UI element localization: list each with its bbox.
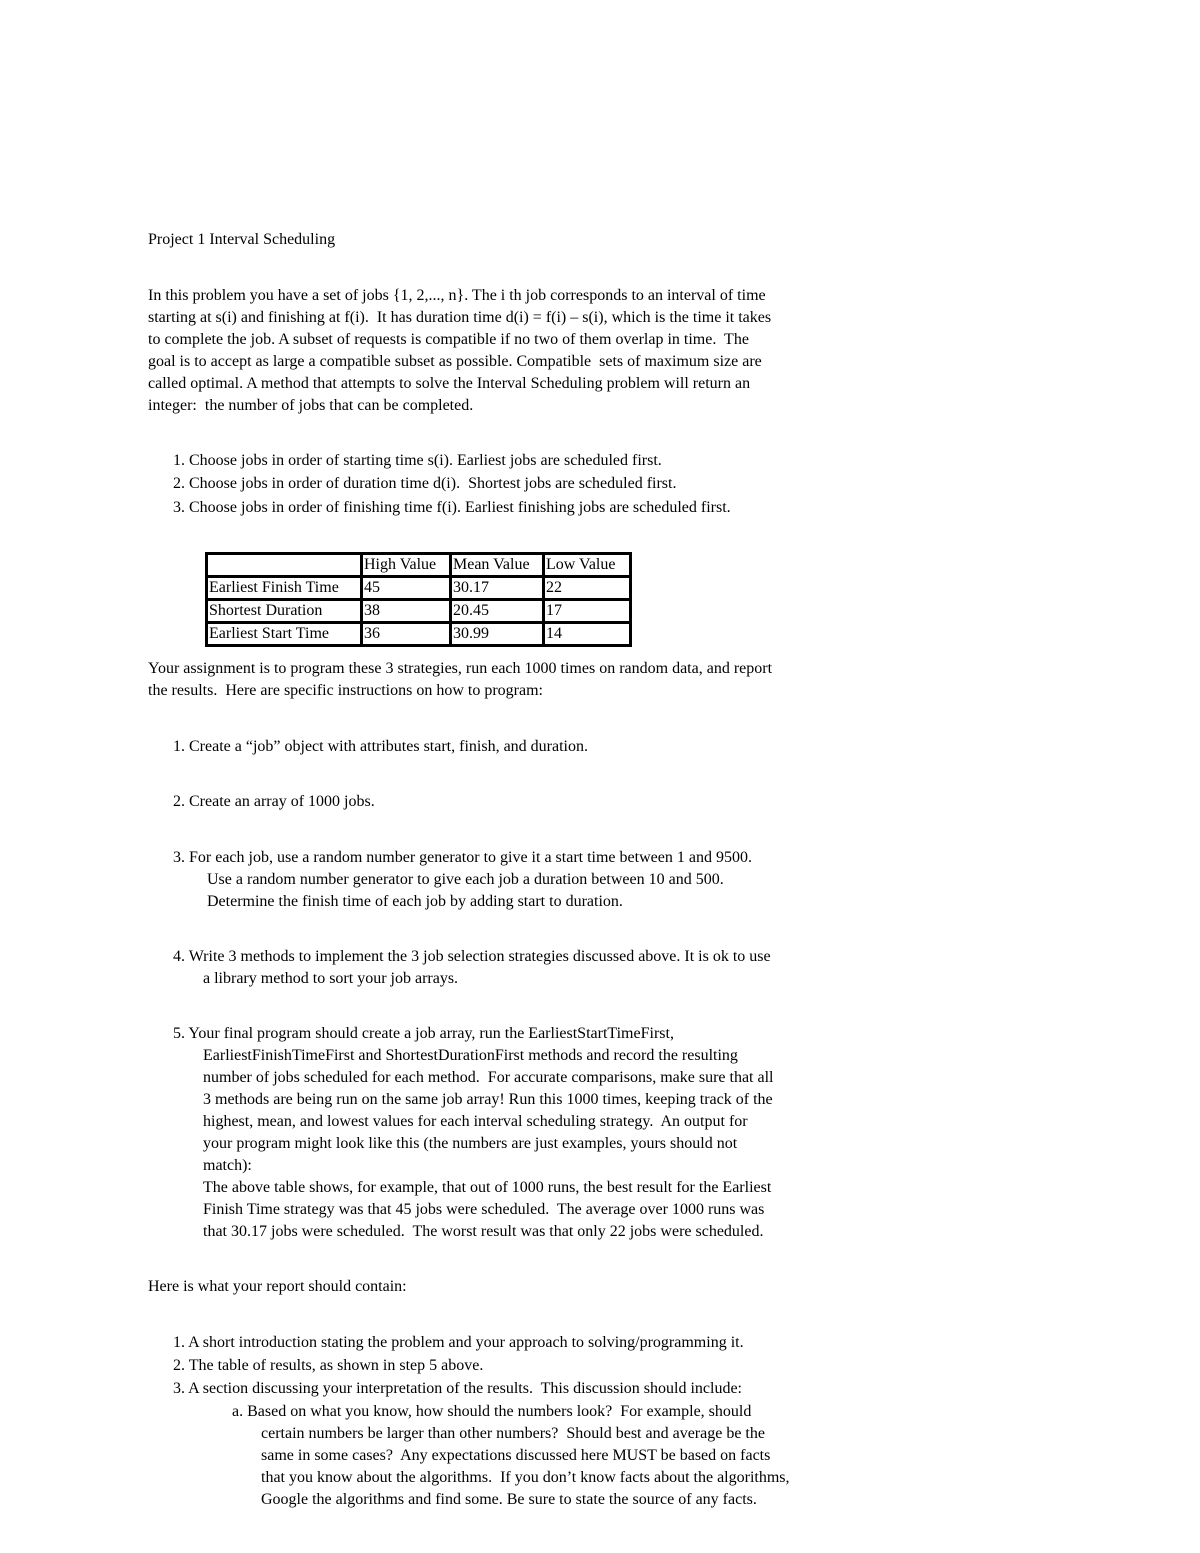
report-subitem-line: a. Based on what you know, how should the numbers look? For example, should <box>232 1403 752 1420</box>
step-5-line: 5. Your final program should create a job array, run the EarliestStartTimeFirst, <box>173 1025 674 1042</box>
table-row <box>207 600 631 623</box>
step-1: 1. Create a “job” object with attributes start, finish, and duration. <box>173 738 588 755</box>
table-cell: 14 <box>544 623 631 646</box>
intro-line: integer: the number of jobs that can be completed. <box>148 397 474 414</box>
step-4-line: 4. Write 3 methods to implement the 3 job selection strategies discussed above. It is ok to use <box>173 948 771 965</box>
table-cell: 38 <box>362 600 451 623</box>
table-header-cell: High Value <box>362 554 451 577</box>
step-5-line: your program might look like this (the numbers are just examples, yours should not <box>203 1135 738 1152</box>
step-5-line: that 30.17 jobs were scheduled. The worst result was that only 22 jobs were scheduled. <box>203 1223 764 1240</box>
table-cell: 45 <box>362 577 451 600</box>
intro-line: In this problem you have a set of jobs {1, 2,..., n}. The i th job corresponds to an interval of time <box>148 287 766 304</box>
step-3-line: Determine the finish time of each job by adding start to duration. <box>207 893 623 910</box>
step-5-line: highest, mean, and lowest values for each interval scheduling strategy. An output for <box>203 1113 748 1130</box>
table-cell: 36 <box>362 623 451 646</box>
table-header-cell <box>207 554 362 577</box>
table-cell: 30.17 <box>451 577 544 600</box>
report-item: 1. A short introduction stating the problem and your approach to solving/programming it. <box>173 1334 744 1351</box>
step-4-line: a library method to sort your job arrays. <box>203 970 459 987</box>
step-5-line: match): <box>203 1157 252 1174</box>
table-cell: 17 <box>544 600 631 623</box>
table-header-row <box>207 554 631 577</box>
report-heading: Here is what your report should contain: <box>148 1278 407 1295</box>
table-row <box>207 623 631 646</box>
step-5-line: Finish Time strategy was that 45 jobs were scheduled. The average over 1000 runs was <box>203 1201 765 1218</box>
report-subitem-line: certain numbers be larger than other numbers? Should best and average be the <box>261 1425 765 1442</box>
table-cell: Earliest Finish Time <box>207 577 362 600</box>
intro-line: called optimal. A method that attempts to solve the Interval Scheduling problem will return an <box>148 375 751 392</box>
step-3-line: Use a random number generator to give each job a duration between 10 and 500. <box>207 871 724 888</box>
table-header-cell: Low Value <box>544 554 631 577</box>
step-5-line: The above table shows, for example, that out of 1000 runs, the best result for the Earliest <box>203 1179 772 1196</box>
report-item: 3. A section discussing your interpretation of the results. This discussion should include: <box>173 1380 742 1397</box>
table-cell: 20.45 <box>451 600 544 623</box>
table-cell: Earliest Start Time <box>207 623 362 646</box>
intro-line: starting at s(i) and finishing at f(i). It has duration time d(i) = f(i) – s(i), which is the time it takes <box>148 309 772 326</box>
results-table <box>205 552 632 647</box>
step-3-line: 3. For each job, use a random number generator to give it a start time between 1 and 9500. <box>173 849 752 866</box>
strategy-item: 3. Choose jobs in order of finishing time f(i). Earliest finishing jobs are scheduled first. <box>173 499 731 516</box>
intro-line: goal is to accept as large a compatible subset as possible. Compatible sets of maximum size are <box>148 353 762 370</box>
assignment-line: the results. Here are specific instructions on how to program: <box>148 682 543 699</box>
table-row <box>207 577 631 600</box>
assignment-line: Your assignment is to program these 3 strategies, run each 1000 times on random data, and report <box>148 660 773 677</box>
step-5-line: number of jobs scheduled for each method. For accurate comparisons, make sure that all <box>203 1069 774 1086</box>
step-5-line: EarliestFinishTimeFirst and ShortestDurationFirst methods and record the resulting <box>203 1047 738 1064</box>
intro-line: to complete the job. A subset of requests is compatible if no two of them overlap in time. The <box>148 331 749 348</box>
table-cell: 22 <box>544 577 631 600</box>
strategy-item: 1. Choose jobs in order of starting time s(i). Earliest jobs are scheduled first. <box>173 452 662 469</box>
report-item: 2. The table of results, as shown in step 5 above. <box>173 1357 484 1374</box>
strategy-item: 2. Choose jobs in order of duration time d(i). Shortest jobs are scheduled first. <box>173 475 677 492</box>
table-cell: 30.99 <box>451 623 544 646</box>
table-cell: Shortest Duration <box>207 600 362 623</box>
report-subitem-line: that you know about the algorithms. If you don’t know facts about the algorithms, <box>261 1469 790 1486</box>
step-5-line: 3 methods are being run on the same job array! Run this 1000 times, keeping track of the <box>203 1091 773 1108</box>
page-title: Project 1 Interval Scheduling <box>148 231 336 248</box>
step-2: 2. Create an array of 1000 jobs. <box>173 793 375 810</box>
report-subitem-line: same in some cases? Any expectations discussed here MUST be based on facts <box>261 1447 771 1464</box>
report-subitem-line: Google the algorithms and find some. Be sure to state the source of any facts. <box>261 1491 757 1508</box>
table-header-cell: Mean Value <box>451 554 544 577</box>
